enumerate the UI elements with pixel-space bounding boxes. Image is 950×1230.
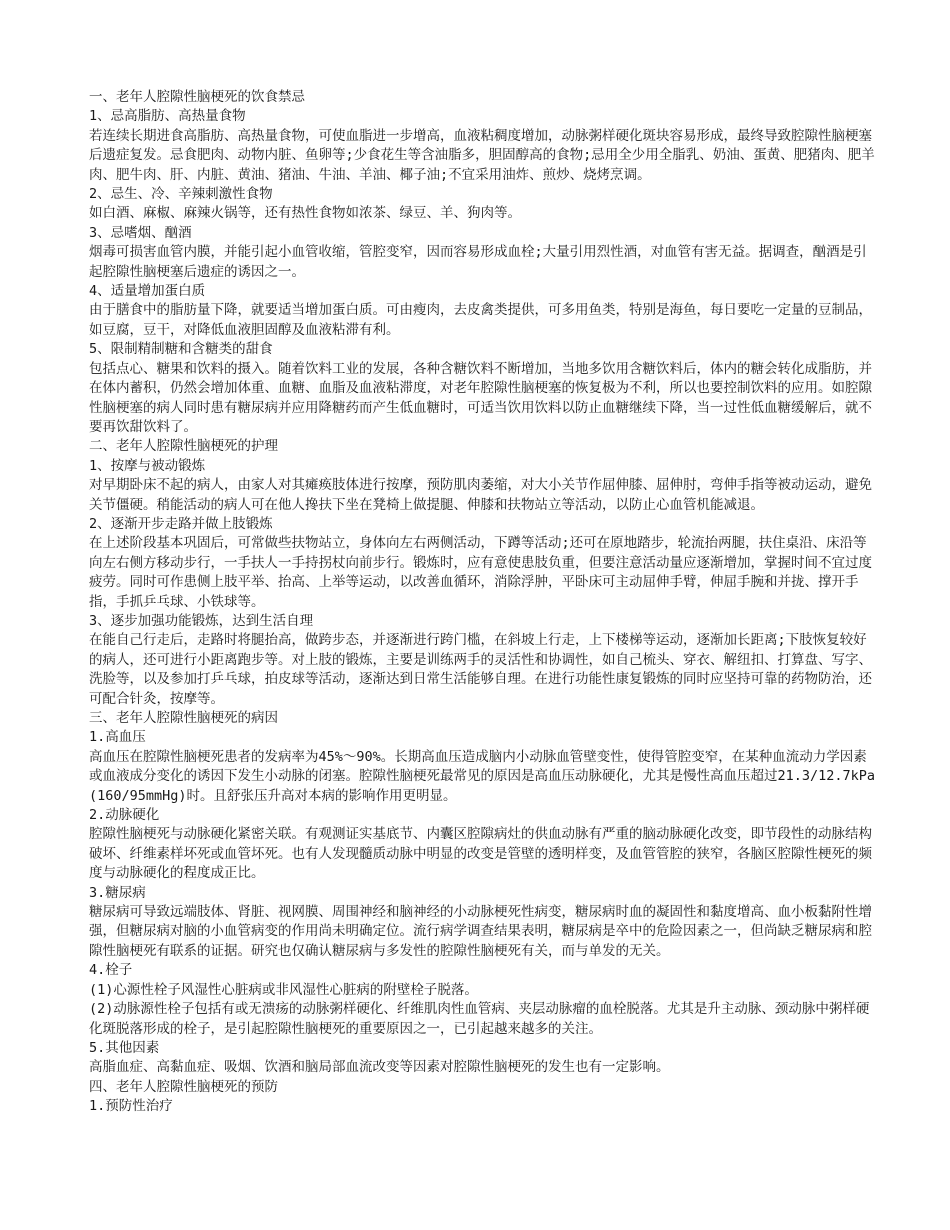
paragraph: 如白酒、麻椒、麻辣火锅等，还有热性食物如浓茶、绿豆、羊、狗肉等。	[89, 205, 521, 222]
item-title: 2、逐渐开步走路并做上肢锻炼	[89, 515, 273, 532]
document-body	[89, 88, 879, 1117]
section-heading: 二、老年人腔隙性脑梗死的护理	[89, 438, 278, 455]
paragraph: 对早期卧床不起的病人，由家人对其瘫痪肢体进行按摩，预防肌肉萎缩，对大小关节作屈伸膝、屈伸肘，弯伸手指等被动运动，避免关节僵硬。稍能活动的病人可在他人搀扶下坐在凳椅上做提腿、伸膝和扶物站立等活动，以防止心血管机能减退。	[89, 477, 872, 513]
paragraph: 糖尿病可导致远端肢体、肾脏、视网膜、周围神经和脑神经的小动脉梗死性病变，糖尿病时血的凝固性和黏度增高、血小板黏附性增强，但糖尿病对脑的小血管病变的作用尚未明确定位。流行病学调查结果表明，糖尿病是卒中的危险因素之一，但尚缺乏糖尿病和腔隙性脑梗死有联系的证据。研究也仅确认糖尿病与多发性的腔隙性脑梗死有关，而与单发的无关。	[89, 904, 872, 959]
item-title: 5.其他因素	[89, 1039, 160, 1056]
item-title: 4.栓子	[89, 962, 133, 979]
section-heading: 一、老年人腔隙性脑梗死的饮食禁忌	[89, 89, 305, 105]
item-title: 3.糖尿病	[89, 884, 146, 901]
item-title: 2.动脉硬化	[89, 807, 160, 824]
paragraph: 腔隙性脑梗死与动脉硬化紧密关联。有观测证实基底节、内囊区腔隙病灶的供血动脉有严重的脑动脉硬化改变，即节段性的动脉结构破坏、纤维素样坏死或血管坏死。也有人发现髓质动脉中明显的改变是管壁的透明样变，及血管管腔的狭窄，各脑区腔隙性梗死的频度与动脉硬化的程度成正比。	[89, 826, 872, 882]
paragraph: 在能自己行走后，走路时将腿抬高，做跨步态，并逐渐进行跨门槛，在斜坡上行走，上下楼梯等运动，逐渐加长距离;下肢恢复较好的病人，还可进行小距离跑步等。对上肢的锻炼，主要是训练两手的灵活性和协调性，如自己梳头、穿衣、解纽扣、打算盘、写字、洗脸等，以及参加打乒乓球，拍皮球等活动，逐渐达到日常生活能够自理。在进行功能性康复锻炼的同时应坚持可靠的药物防治，还可配合针灸，按摩等。	[89, 632, 872, 707]
item-title: 2、忌生、冷、辛辣刺激性食物	[89, 186, 273, 203]
paragraph: 高脂血症、高黏血症、吸烟、饮酒和脑局部血流改变等因素对腔隙性脑梗死的发生也有一定影响。	[89, 1059, 670, 1076]
paragraph: 包括点心、糖果和饮料的摄入。随着饮料工业的发展，各种含糖饮料不断增加，当地多饮用含糖饮料后，体内的糖会转化成脂肪，并在体内蓄积，仍然会增加体重、血糖、血脂及血液粘滞度，对老年腔隙性脑梗塞的恢复极为不利，所以也要控制饮料的应用。如腔隙性脑梗塞的病人同时患有糖尿病并应用降糖药而产生低血糖时，可适当饮用饮料以防止血糖继续下降，当一过性低血糖缓解后，就不要再饮甜饮料了。	[89, 360, 872, 435]
item-title: 1、按摩与被动锻炼	[89, 457, 206, 474]
paragraph: 若连续长期进食高脂肪、高热量食物，可使血脂进一步增高，血液粘稠度增加，动脉粥样硬化斑块容易形成，最终导致腔隙性脑梗塞后遗症复发。忌食肥肉、动物内脏、鱼卵等;少食花生等含油脂多，胆固醇高的食物;忌用全少用全脂乳、奶油、蛋黄、肥猪肉、肥羊肉、肥牛肉、肝、内脏、黄油、猪油、牛油、羊油、椰子油;不宜采用油炸、煎炒、烧烤烹调。	[89, 127, 875, 183]
item-title: 4、适量增加蛋白质	[89, 283, 206, 300]
item-title: 1.预防性治疗	[89, 1098, 173, 1115]
section-heading: 三、老年人腔隙性脑梗死的病因	[89, 710, 278, 726]
paragraph: 由于膳食中的脂肪量下降，就要适当增加蛋白质。可由瘦肉，去皮禽类提供，可多用鱼类，特别是海鱼，每日要吃一定量的豆制品，如豆腐，豆干，对降低血液胆固醇及血液粘滞有利。	[89, 302, 872, 338]
paragraph: (2)动脉源性栓子包括有或无溃疡的动脉粥样硬化、纤维肌肉性血管病、夹层动脉瘤的血栓脱落。尤其是升主动脉、颈动脉中粥样硬化斑脱落形成的栓子，是引起腔隙性脑梗死的重要原因之一，已引起越来越多的关注。	[89, 1001, 870, 1037]
section-heading: 四、老年人腔隙性脑梗死的预防	[89, 1078, 278, 1095]
paragraph: 在上述阶段基本巩固后，可常做些扶物站立，身体向左右两侧活动，下蹲等活动;还可在原地踏步，轮流抬两腿，扶住桌沿、床沿等向左右侧方移动步行，一手扶人一手持拐杖向前步行。锻炼时，应有意使患肢负重，但要注意活动量应逐渐增加，掌握时间不宜过度疲劳。同时可作患侧上肢平举、抬高、上举等运动，以改善血循环，消除浮肿，平卧床可主动屈伸手臂，伸屈手腕和并拢、撑开手指，手抓乒乓球、小铁球等。	[89, 535, 872, 610]
paragraph: (1)心源性栓子风湿性心脏病或非风湿性心脏病的附壁栓子脱落。	[89, 981, 478, 998]
item-title: 1、忌高脂肪、高热量食物	[89, 108, 246, 125]
item-title: 1.高血压	[89, 729, 146, 746]
item-title: 3、逐步加强功能锻炼，达到生活自理	[89, 612, 314, 629]
paragraph: 烟毒可损害血管内膜，并能引起小血管收缩，管腔变窄，因而容易形成血栓;大量引用烈性酒，对血管有害无益。据调查，酗酒是引起腔隙性脑梗塞后遗症的诱因之一。	[89, 244, 867, 280]
paragraph: 高血压在腔隙性脑梗死患者的发病率为45%～90%。长期高血压造成脑内小动脉血管壁变性，使得管腔变窄，在某种血流动力学因素或血液成分变化的诱因下发生小动脉的闭塞。腔隙性脑梗死最常见的原因是高血压动脉硬化，尤其是慢性高血压超过21.3/12.7kPa(160/95mmHg)时。且舒张压升高对本病的影响作用更明显。	[89, 748, 876, 804]
item-title: 3、忌嗜烟、酗酒	[89, 224, 192, 241]
item-title: 5、限制精制糖和含糖类的甜食	[89, 341, 273, 358]
